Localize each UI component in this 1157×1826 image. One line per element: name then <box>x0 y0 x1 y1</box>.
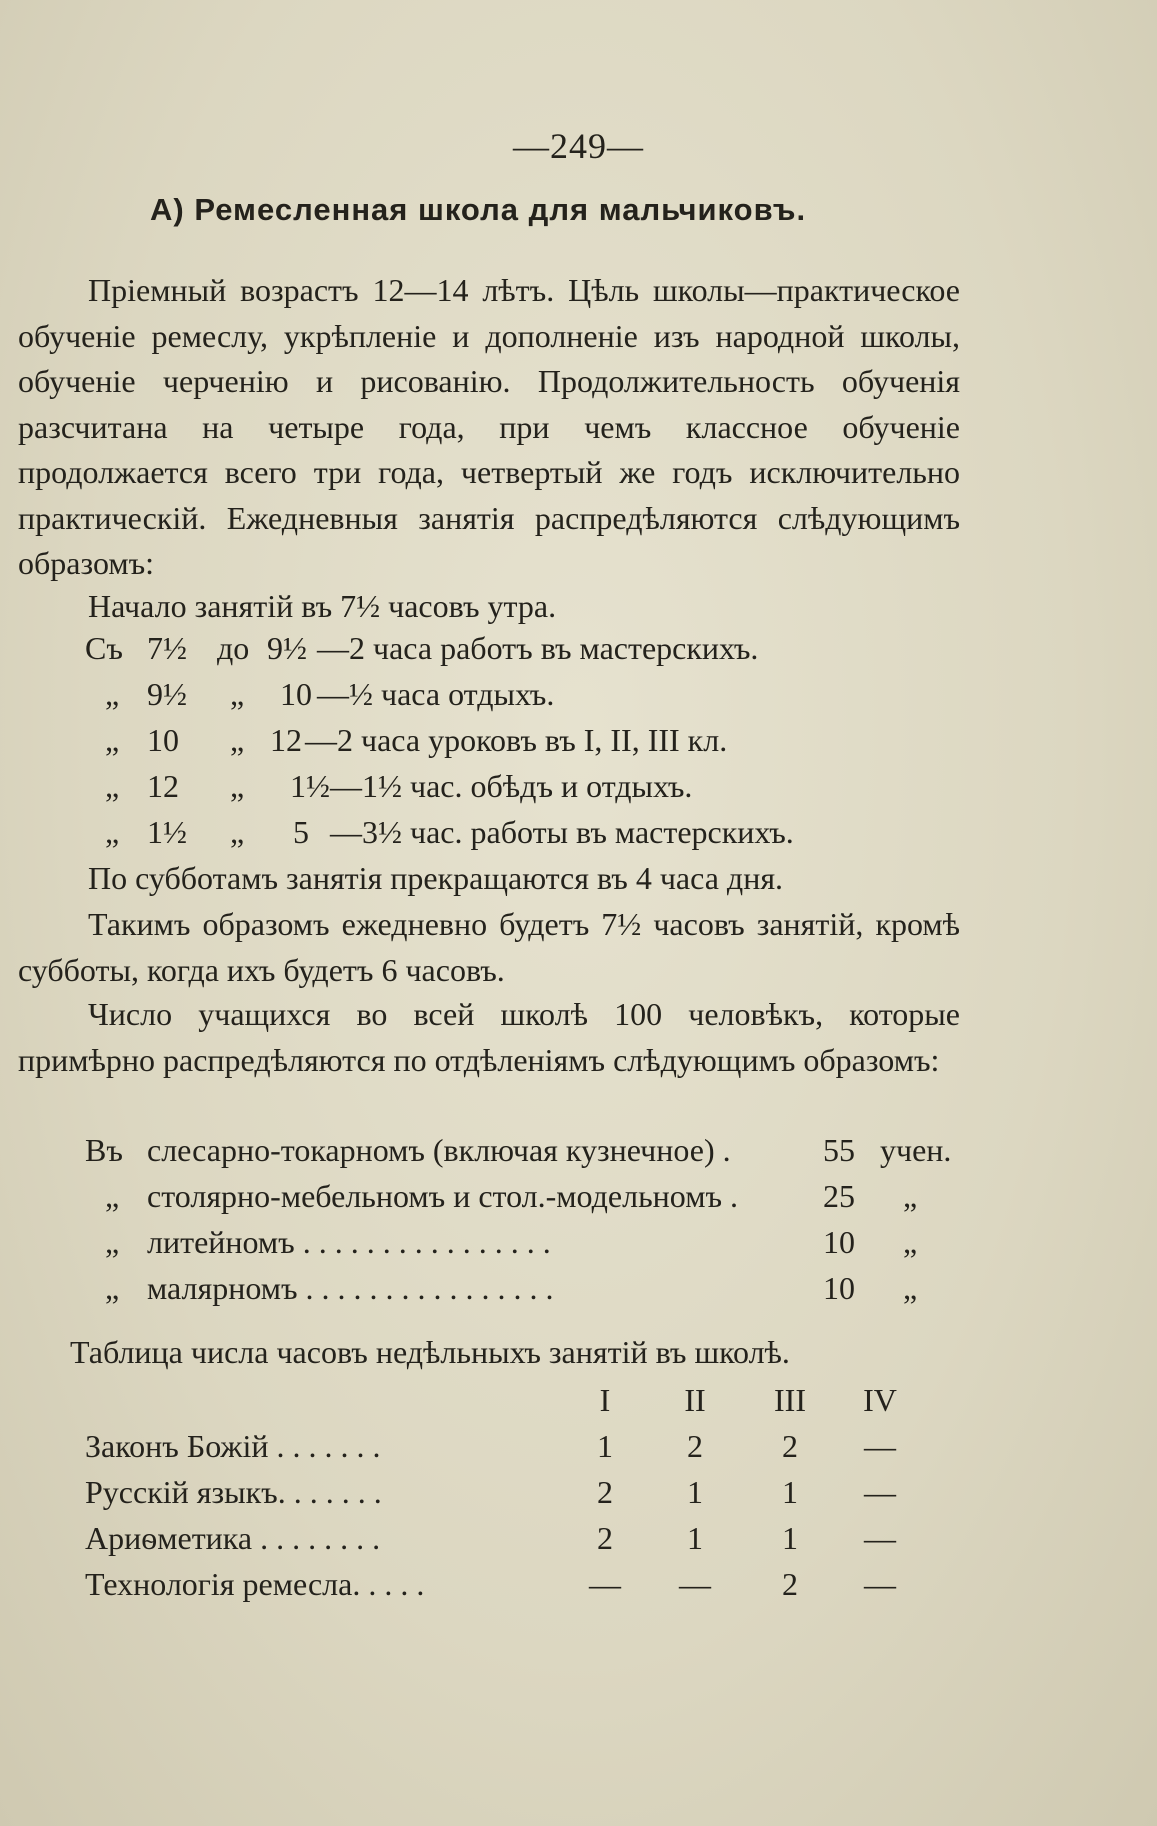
schedule-prefix: „ <box>105 768 120 804</box>
intro-paragraph-text: Пріемный возрастъ 12—14 лѣтъ. Цѣль школы—практическое обученіе ремеслу, укрѣпленіе и дополненіе изъ народной школы, обученіе черченію и рисованію. Продолжительность обученія разсчитана на четыре года, при чемъ классное обученіе продолжается всего три года, четвертый же годъ исключительно практическій. Ежедневныя занятія распредѣляются слѣдующимъ образомъ: <box>18 272 960 581</box>
table-cell: — <box>864 1566 896 1602</box>
table-cell: 2 <box>687 1428 703 1464</box>
table-row <box>85 1520 985 1560</box>
table-cell: — <box>864 1474 896 1510</box>
table-cell: — <box>864 1520 896 1556</box>
schedule-from: 7½ <box>147 630 187 666</box>
column-header: III <box>774 1382 806 1418</box>
table-cell: — <box>679 1566 711 1602</box>
hours-table-header <box>85 1382 985 1422</box>
students-paragraph-text: Число учащихся во всей школѣ 100 человѣкъ, которые примѣрно распредѣляются по отдѣленіямъ слѣдующимъ образомъ: <box>18 996 960 1078</box>
schedule-prefix: „ <box>105 676 120 712</box>
column-header: IV <box>863 1382 897 1418</box>
schedule-to: 1½ <box>290 768 330 804</box>
schedule-start-line: Начало занятій въ 7½ часовъ утра. <box>88 588 557 624</box>
department-prefix: „ <box>105 1270 120 1306</box>
department-unit: „ <box>903 1224 918 1260</box>
column-header: I <box>599 1382 611 1418</box>
schedule-from: 9½ <box>147 676 187 712</box>
schedule-from: 10 <box>147 722 179 758</box>
department-name: столярно-мебельномъ и стол.-модельномъ . <box>147 1178 738 1214</box>
schedule-to: 5 <box>293 814 309 850</box>
schedule-prefix: Съ <box>85 630 123 666</box>
department-row <box>85 1132 985 1172</box>
department-prefix: Въ <box>85 1132 123 1168</box>
schedule-desc: —3½ час. работы въ мастерскихъ. <box>330 814 794 850</box>
schedule-prefix: „ <box>105 814 120 850</box>
subject-name: Технологія ремесла. . . . . <box>85 1566 425 1602</box>
department-row <box>85 1178 985 1218</box>
schedule-desc: —1½ час. обѣдъ и отдыхъ. <box>330 768 693 804</box>
column-header: II <box>684 1382 706 1418</box>
students-paragraph <box>18 992 960 1083</box>
schedule-desc: —2 часа работъ въ мастерскихъ. <box>317 630 759 666</box>
department-prefix: „ <box>105 1224 120 1260</box>
table-cell: 2 <box>597 1520 613 1556</box>
schedule-to-word: „ <box>230 814 245 850</box>
department-row <box>85 1224 985 1264</box>
schedule-desc: —½ часа отдыхъ. <box>317 676 555 712</box>
department-name: литейномъ . . . . . . . . . . . . . . . . <box>147 1224 551 1260</box>
table-cell: 2 <box>597 1474 613 1510</box>
table-cell: 2 <box>782 1566 798 1602</box>
table-row <box>85 1566 985 1606</box>
intro-paragraph <box>18 268 960 587</box>
table-cell: 1 <box>782 1520 798 1556</box>
department-name: малярномъ . . . . . . . . . . . . . . . . <box>147 1270 554 1306</box>
schedule-to: 10 <box>280 676 312 712</box>
table-cell: 2 <box>782 1428 798 1464</box>
schedule-from: 1½ <box>147 814 187 850</box>
table-cell: — <box>589 1566 621 1602</box>
subject-name: Законъ Божій . . . . . . . <box>85 1428 381 1464</box>
schedule-prefix: „ <box>105 722 120 758</box>
page-number: —249— <box>513 126 644 166</box>
schedule-to: 9½ <box>267 630 307 666</box>
section-title: А) Ремесленная школа для мальчиковъ. <box>150 192 807 227</box>
schedule-to-word: до <box>217 630 250 666</box>
subject-name: Ариѳметика . . . . . . . . <box>85 1520 381 1556</box>
department-count: 25 <box>823 1178 855 1214</box>
summary-paragraph <box>18 902 960 993</box>
department-unit: учен. <box>880 1132 952 1168</box>
schedule-desc: —2 часа уроковъ въ I, II, III кл. <box>305 722 728 758</box>
department-count: 10 <box>823 1270 855 1306</box>
department-row <box>85 1270 985 1310</box>
table-cell: 1 <box>687 1474 703 1510</box>
department-count: 55 <box>823 1132 855 1168</box>
table-row <box>85 1428 985 1468</box>
table-cell: 1 <box>687 1520 703 1556</box>
hours-table-title: Таблица числа часовъ недѣльныхъ занятій въ школѣ. <box>70 1334 790 1370</box>
schedule-to-word: „ <box>230 676 245 712</box>
schedule-to-word: „ <box>230 768 245 804</box>
department-prefix: „ <box>105 1178 120 1214</box>
schedule-to-word: „ <box>230 722 245 758</box>
saturday-line: По субботамъ занятія прекращаются въ 4 часа дня. <box>88 860 784 896</box>
table-cell: 1 <box>597 1428 613 1464</box>
table-cell: — <box>864 1428 896 1464</box>
summary-paragraph-text: Такимъ образомъ ежедневно будетъ 7½ часовъ занятій, кромѣ субботы, когда ихъ будетъ 6 часовъ. <box>18 906 960 988</box>
department-unit: „ <box>903 1270 918 1306</box>
schedule-from: 12 <box>147 768 179 804</box>
table-cell: 1 <box>782 1474 798 1510</box>
schedule-to: 12 <box>270 722 302 758</box>
table-row <box>85 1474 985 1514</box>
department-count: 10 <box>823 1224 855 1260</box>
department-name: слесарно-токарномъ (включая кузнечное) . <box>147 1132 731 1168</box>
department-unit: „ <box>903 1178 918 1214</box>
subject-name: Русскій языкъ. . . . . . . <box>85 1474 382 1510</box>
